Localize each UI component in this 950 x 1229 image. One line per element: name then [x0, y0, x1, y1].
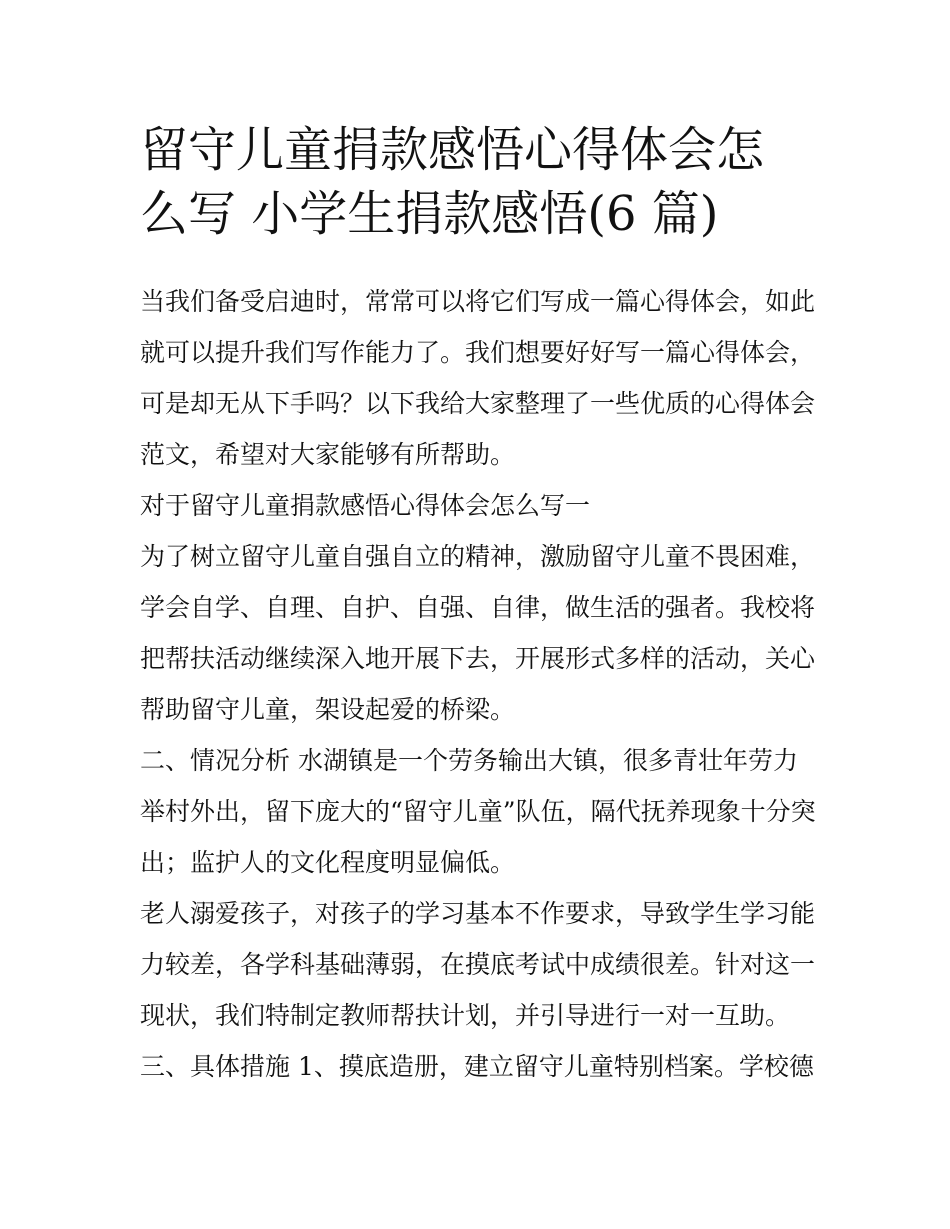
body-line: 帮助留守儿童，架设起爱的桥梁。: [140, 695, 516, 724]
document-body: [140, 276, 830, 1092]
body-line: 可是却无从下手吗？以下我给大家整理了一些优质的心得体会: [140, 389, 816, 418]
body-line: 把帮扶活动继续深入地开展下去，开展形式多样的活动，关心: [140, 644, 816, 673]
body-line: 范文，希望对大家能够有所帮助。: [140, 440, 516, 469]
body-line: 老人溺爱孩子，对孩子的学习基本不作要求，导致学生学习能: [140, 899, 816, 928]
body-line: 二、情况分析 水湖镇是一个劳务输出大镇，很多青壮年劳力: [140, 746, 798, 775]
body-line: 现状，我们特制定教师帮扶计划，并引导进行一对一互助。: [140, 1001, 791, 1030]
title-line: 么写 小学生捐款感悟(6 篇): [140, 186, 719, 242]
body-line: 当我们备受启迪时，常常可以将它们写成一篇心得体会，如此: [140, 287, 816, 316]
body-line: 为了树立留守儿童自强自立的精神，激励留守儿童不畏困难，: [140, 542, 816, 571]
body-line: 三、具体措施 1、摸底造册，建立留守儿童特别档案。学校德: [140, 1052, 814, 1081]
body-line: 学会自学、自理、自护、自强、自律，做生活的强者。我校将: [140, 593, 816, 622]
body-line: 出；监护人的文化程度明显偏低。: [140, 848, 516, 877]
body-line: 力较差，各学科基础薄弱，在摸底考试中成绩很差。针对这一: [140, 950, 816, 979]
title-line: 留守儿童捐款感悟心得体会怎: [140, 122, 765, 178]
body-line: 就可以提升我们写作能力了。我们想要好好写一篇心得体会，: [140, 338, 816, 367]
section-heading: 对于留守儿童捐款感悟心得体会怎么写一: [140, 491, 591, 520]
body-line: 举村外出，留下庞大的“留守儿童”队伍，隔代抚养现象十分突: [140, 797, 816, 826]
document-title: [140, 118, 830, 246]
